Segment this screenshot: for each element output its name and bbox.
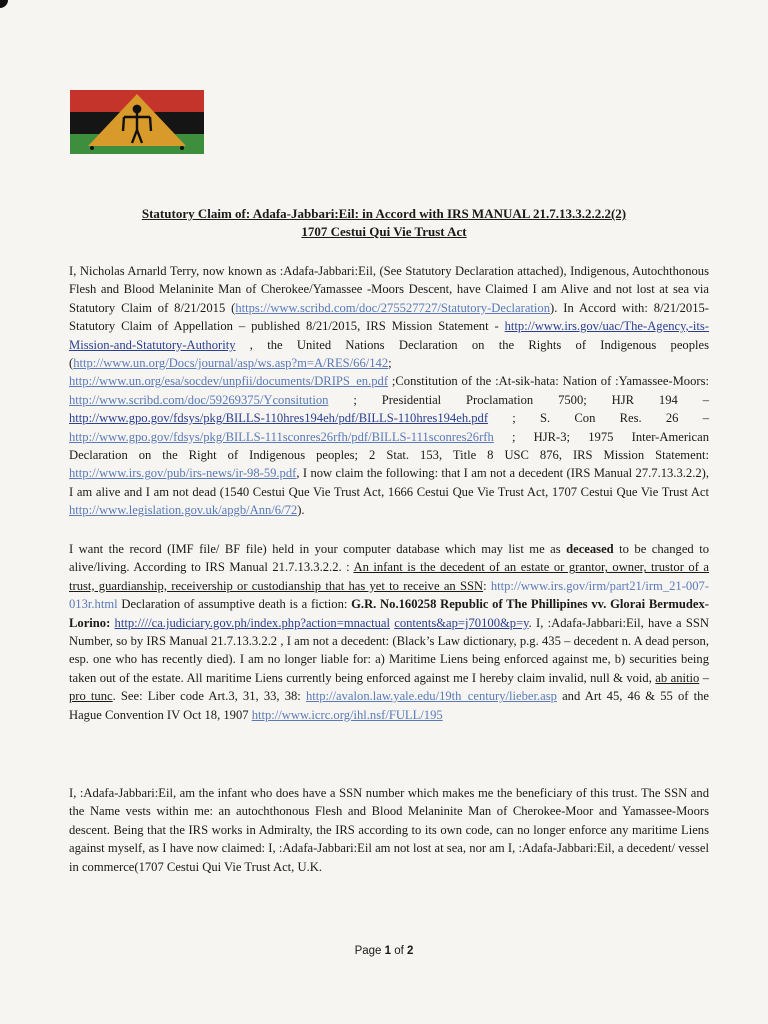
paragraph-3: I, :Adafa-Jabbari:Eil, am the infant who does have a SSN number which makes me the beneficiary of this trust. The SSN and the Name vests within me: an autochthonous Flesh and Blood Melaninite Man of Cherokee-Moor and Yamassee-Moors descent. Being that the IRS works in Admiralty, the IRS according to its own code, can no longer enforce any maritime Liens against myself, as I have now claimed: I, :Adafa-Jabbari:Eil am not lost at sea, nor am I, :Adafa-Jabbari:Eil, a decedent/ vessel in commerce(1707 Cestui Qui Vie Trust Act, U.K. (69, 786, 709, 874)
link-un-res[interactable]: http://www.un.org/Docs/journal/asp/ws.asp?m=A/RES/66/142 (73, 356, 389, 371)
flag-left-dot (90, 146, 94, 150)
paragraph-1 (69, 262, 709, 520)
link-gpo-hres194[interactable]: http://www.gpo.gov/fdsys/pkg/BILLS-110hres194eh/pdf/BILLS-110hres194eh.pdf (69, 411, 489, 426)
p1-text-1: I, Nicholas Arnarld Terry, now known as :Adafa-Jabbari:Eil, (See Statutory Declaration attached), Indigenous, Autochthonous Flesh and Blood Melaninite Man of Cherokee/Yamassee -Moors Descent, have Claimed I am Alive and not lost at sea via Statutory Claim of 8/21/2015 ( (69, 264, 709, 315)
p2-underlined-quote: An infant is the decedent of an estate or grantor, owner, trustor of a trust, guardianship, receivership or custodianship that has yet to receive an SSN (69, 560, 709, 593)
p1-text-8: ; HJR-3; 1975 Inter-American Declaration on the Right of Indigenous peoples; 2 Stat. 153, Title 8 USC 876, IRS Mission Statement: (69, 429, 709, 463)
link-judiciary-ph[interactable]: http:////ca.judiciary.gov.ph/index.php?action=mnactual (114, 615, 390, 630)
link-irs-mission[interactable]: http://www.irs.gov/uac/The-Agency,-its-Mission-and-Statutory-Authority (69, 319, 709, 352)
document-title (40, 205, 728, 241)
footer-total-pages: 2 (407, 945, 414, 957)
link-avalon-lieber[interactable]: http://avalon.law.yale.edu/19th_century/lieber.asp (305, 689, 557, 704)
p2-text-2: to be changed to alive/living. According to IRS Manual 21.7.13.3.2.2. : (69, 542, 709, 575)
link-scribd-constitution[interactable]: http://www.scribd.com/doc/59269375/Yconsitution (69, 392, 329, 407)
p1-text-4: ; (388, 356, 392, 371)
p2-text-8: – (699, 670, 710, 685)
link-irs-irm[interactable]: http://www.irs.gov/irm/part21/irm_21-007-013r.html (69, 578, 709, 612)
p1-text-3: , the United Nations Declaration on the Rights of Indigenous peoples ( (69, 337, 709, 371)
p2-text-10: and Art 45, 46 & 55 of the Hague Convention IV Oct 18, 1907 (69, 689, 709, 722)
page-footer (0, 945, 768, 957)
footer-of: of (391, 945, 408, 957)
p1-text-5: ;Constitution of the :At-sik-hata: Nation of :Yamassee-Moors: (388, 374, 709, 389)
p2-text-1: I want the record (IMF file/ BF file) held in your computer database which may list me as (69, 542, 567, 556)
p1-text-9: , I now claim the following: that I am not a decedent (IRS Manual 27.7.13.3.2.2), I am alive and I am not dead (1540 Cestui Que Vie Trust Act, 1666 Cestui Que Vie Trust Act, 1707 Cestui Que Vie Trust Act (69, 466, 709, 499)
p1-text-2: ). In Accord with: 8/21/2015- Statutory Claim of Appellation – published 8/21/2015, IRS Mission Statement - (69, 300, 709, 334)
link-icrc[interactable]: http://www.icrc.org/ihl.nsf/FULL/195 (251, 707, 443, 722)
link-gpo-sconres26[interactable]: http://www.gpo.gov/fdsys/pkg/BILLS-111sconres26rfh/pdf/BILLS-111sconres26rfh (69, 429, 494, 444)
link-legislation-uk[interactable]: http://www.legislation.gov.uk/apgb/Ann/6/72 (69, 503, 298, 518)
link-statutory-declaration[interactable]: https://www.scribd.com/doc/275527727/Statutory-Declaration (235, 300, 551, 315)
p2-text-3: : (483, 578, 491, 593)
link-irs-news[interactable]: http://www.irs.gov/pub/irs-news/ir-98-59.pdf (69, 466, 297, 481)
flag-right-dot (180, 146, 184, 150)
p1-text-10: ). (297, 503, 305, 518)
scan-corner-mark (0, 0, 8, 8)
footer-current-page: 1 (384, 945, 392, 957)
p1-text-6: ; Presidential Proclamation 7500; HJR 194 – (328, 392, 709, 407)
p2-text-4: Declaration of assumptive death is a fiction: (117, 597, 352, 612)
p2-text-7: . I, :Adafa-Jabbari:Eil, have a SSN Number, so by IRS Manual 21.7.13.3.2.2 , I am not a decedent: (Black’s Law dictionary, p.g. 435 – decedent n. A dead person, esp. one who has recently died). I am no longer liable for: a) Maritime Liens being enforced against me, b) securities being taken out of the estate. All maritime Liens currently being enforced against me I hereby claim invalid, null & void, (69, 615, 709, 685)
link-judiciary-contents[interactable]: contents&ap=j70100&p=y (394, 615, 529, 630)
link-un-drips[interactable]: http://www.un.org/esa/socdev/unpfii/documents/DRIPS_en.pdf (69, 374, 389, 389)
p2-bold-case: G.R. No.160258 Republic of The Phillipines vv. Glorai Bermudex-Lorino: (69, 597, 709, 630)
nation-flag-icon (70, 90, 204, 154)
p2-bold-deceased: deceased (566, 542, 614, 556)
title-line-2: 1707 Cestui Qui Vie Trust Act (301, 224, 467, 239)
p2-underlined-pro-tunc: pro tunc (69, 689, 113, 704)
p1-text-7: ; S. Con Res. 26 – (488, 411, 709, 426)
title-line-1: Statutory Claim of: Adafa-Jabbari:Eil: in Accord with IRS MANUAL 21.7.13.3.2.2.2(2) (141, 206, 627, 221)
paragraph-2 (69, 540, 709, 724)
p2-text-9: . See: Liber code Art.3, 31, 33, 38: (112, 689, 306, 704)
footer-prefix: Page (354, 945, 385, 957)
p2-underlined-ab-anitio: ab anitio (655, 670, 700, 685)
